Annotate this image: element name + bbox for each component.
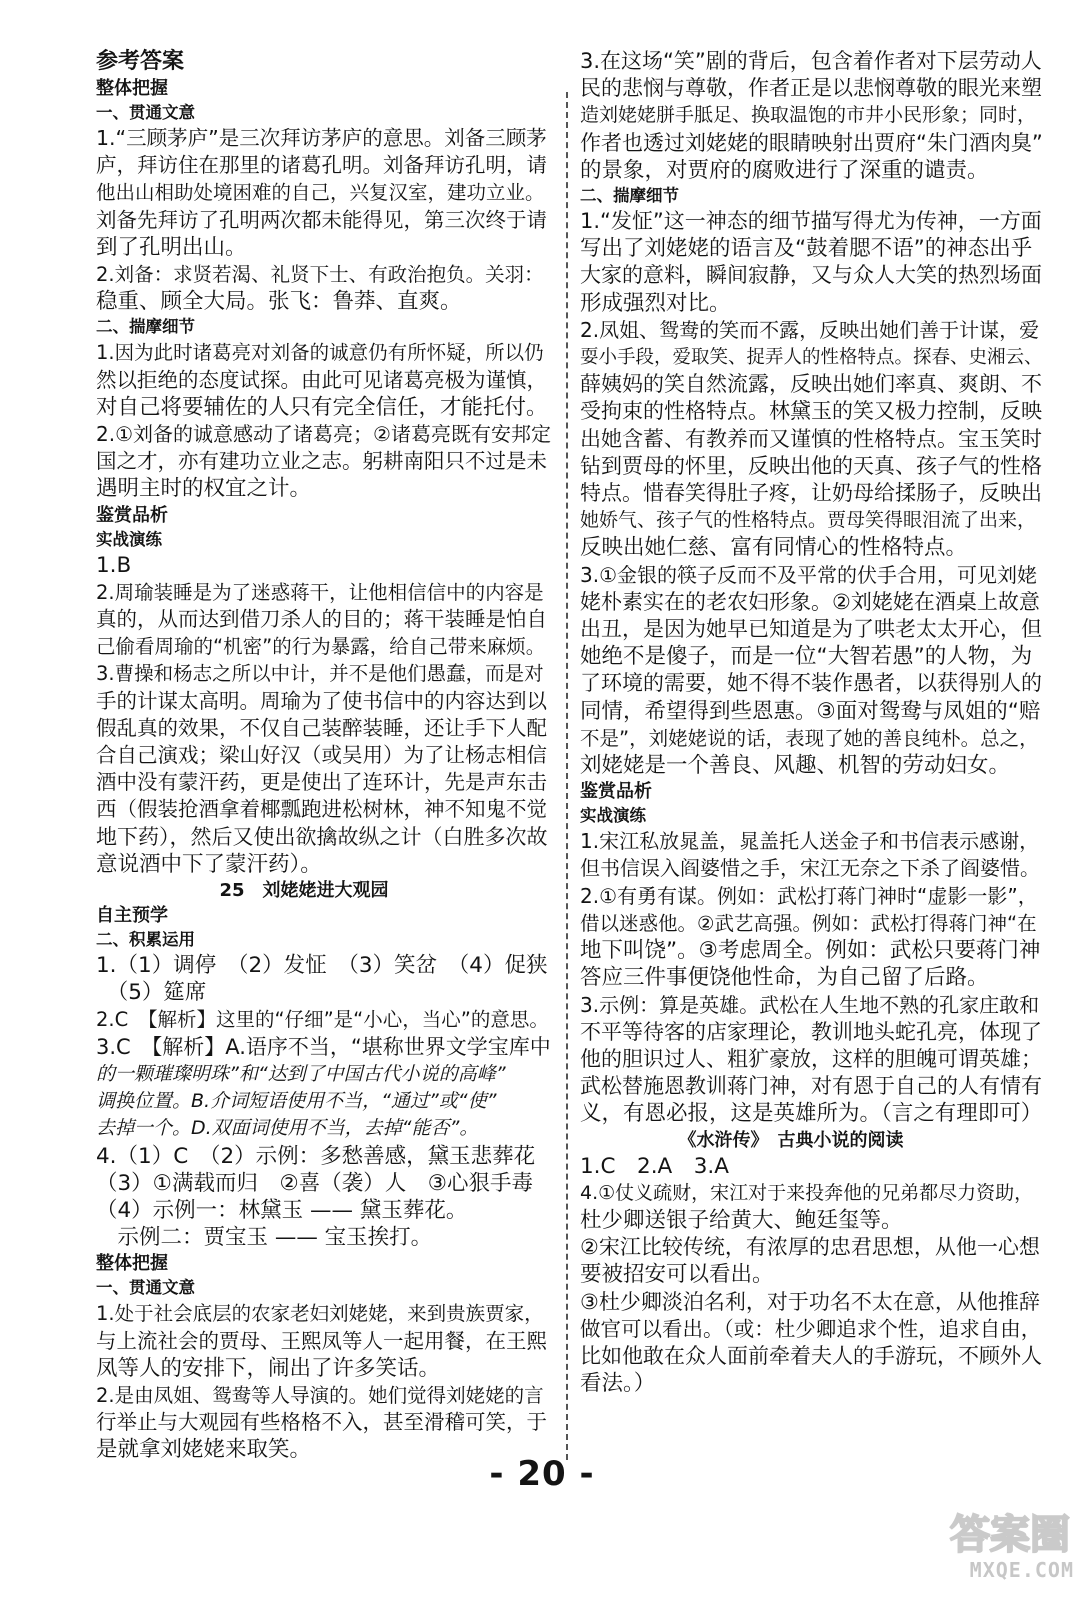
text-line: 3.曹操和杨志之所以中计，并不是他们愚蠢，而是对 [96,662,544,686]
text-line: 4.①仗义疏财，宋江对于来投奔他的兄弟都尽力资助， [580,1181,1034,1204]
text-line: 答应三件事便饶他性命，为自己留了后路。 [580,965,989,991]
text-line: 遇明主时的权宜之计。 [96,476,312,502]
text-line: 耍小手段，爱取笑、捉弄人的性格特点。探春、史湘云、 [580,347,1043,369]
watermark-url: MXQE.COM [969,1558,1074,1582]
text-line: （5）筵席 [96,980,207,1006]
text-line: （4）示例一：林黛玉 —— 黛玉葬花。 [96,1197,468,1223]
text-line: 然以拒绝的态度试探。由此可见诸葛亮极为谨慎， [96,367,547,392]
text-line: 1.C 2.A 3.A [580,1153,729,1179]
text-line: 写出了刘姥姥的语言及“鼓着腮不语”的神态出乎 [580,236,1033,262]
section-heading: 自主预学 [96,905,168,927]
right-column [580,48,1042,1397]
text-line: 3.示例：算是英雄。武松在人生地不熟的孔家庄敢和 [580,992,1040,1017]
text-line: 4.（1）C （2）示例：多愁善感，黛玉悲葬花 [96,1143,536,1169]
text-line: 杜少卿送银子给黄大、鲍廷玺等。 [580,1207,903,1233]
text-line: 酒中没有蒙汗药，更是使出了连环计，先是声东击 [96,770,547,795]
text-line: 借以迷惑他。②武艺高强。例如：武松打得蒋门神“在 [580,911,1037,935]
watermark-logo [884,1508,1074,1588]
section-heading: 整体把握 [96,78,168,99]
text-line: 己偷看周瑜的“机密”的行为暴露，给自己带来麻烦。 [96,635,546,659]
left-column [96,48,552,1464]
text-line: 出丑，是因为她早已知道是为了哄老太太开心，但 [580,617,1042,642]
column-divider [566,92,568,1460]
text-line: 义，有恩必报，这是英雄所为。（言之有理即可） [580,1101,1043,1127]
text-line: 他出山相助处境困难的自己，兴复汉室，建功立业。 [96,181,545,205]
text-line: （3）①满载而归 ②喜（袭）人 ③心狠手毒 [96,1170,534,1196]
text-line: 大家的意料，瞬间寂静，又与众人大笑的热烈场面 [580,263,1042,288]
text-line: 3.①金银的筷子反而不及平常的伏手合用，可见刘姥 [580,562,1038,587]
text-line: 同情，希望得到些恩惠。③面对鸳鸯与凤姐的“赔 [580,698,1041,724]
text-line: 受拘束的性格特点。林黛玉的笑又极力控制，反映 [580,399,1042,424]
text-line: 2.凤姐、鸳鸯的笑而不露，反映出她们善于计谋，爱 [580,317,1040,342]
text-line: 他的胆识过人、粗犷豪放，这样的胆魄可谓英雄； [580,1046,1042,1071]
text-line: 1.宋江私放晁盖，晁盖托人送金子和书信表示感谢， [580,829,1040,854]
text-line: 作者也透过刘姥姥的眼睛映射出贾府“朱门酒肉臭” [580,130,1043,155]
text-line: 了环境的需要，她不得不装作愚者，以获得别人的 [580,671,1042,696]
subsection-heading: 二、揣摩细节 [96,317,195,337]
text-line: 到了孔明出山。 [96,234,247,260]
text-line: ②宋江比较传统，有浓厚的忠君思想，从他一心想 [580,1235,1040,1260]
text-line: 她娇气、孩子气的性格特点。贾母笑得眼泪流了出来， [580,509,1037,532]
page-heading: 参考答案 [96,49,185,74]
text-line: 假乱真的效果，不仅自己装醉装睡，还让手下人配 [96,715,547,740]
text-line: 1.（1）调停 （2）发怔 （3）笑岔 （4）促狭 [96,953,548,979]
text-line: 1.B [96,552,132,578]
text-line: 西（假装抢酒拿着椰瓢跑进松树林，神不知鬼不觉 [96,797,547,822]
text-line: 形成强烈对比。 [580,290,731,316]
text-line: 要被招安可以看出。 [580,1262,774,1288]
text-line: 国之才，亦有建功立业之志。躬耕南阳只不过是未 [96,449,547,474]
watermark-icon [884,1508,1074,1554]
text-line: ③杜少卿淡泊名利，对于功名不太在意，从他推辞 [580,1289,1040,1314]
text-line: 武松替施恩教训蒋门神，对有恩于自己的人有情有 [580,1074,1042,1099]
text-line: 合自己演戏；梁山好汉（或吴用）为了让杨志相信 [96,743,547,768]
text-line: 行举止与大观园有些格格不入，甚至滑稽可笑，于 [96,1410,547,1435]
page-number: - 20 - [489,1454,595,1494]
text-line: 的一颗璀璨明珠”和“达到了中国古代小说的高峰” [96,1062,506,1085]
text-line: 但书信误入阎婆惜之手，宋江无奈之下杀了阎婆惜。 [580,856,1040,881]
text-line: 做官可以看出。（或：杜少卿追求个性，追求自由， [580,1316,1042,1341]
section-heading: 《水浒传》 古典小说的阅读 [678,1129,904,1151]
watermark-text: 答案圈 [950,1512,1070,1554]
text-line: 2.是由凤姐、鸳鸯等人导演的。她们觉得刘姥姥的言 [96,1383,544,1407]
text-line: 稳重、顾全大局。张飞：鲁莽、直爽。 [96,289,462,315]
text-line: 去掉一个。D.双面词使用不当，去掉“能否”。 [96,1117,479,1140]
text-line: 民的悲悯与尊敬，作者正是以悲悯尊敬的眼光来塑 [580,76,1042,101]
section-heading: 鉴赏品析 [96,504,168,526]
subsection-heading: 实战演练 [96,529,162,549]
text-line: 比如他敢在众人面前牵着夫人的手游玩，不顾外人 [580,1343,1042,1368]
text-line: 1.处于社会底层的农家老妇刘姥姥，来到贵族贾家， [96,1302,544,1326]
text-line: 2.周瑜装睡是为了迷惑蒋干，让他相信信中的内容是 [96,580,544,604]
text-line: 薛姨妈的笑自然流露，反映出她们率真、爽朗、不 [580,372,1042,397]
text-line: 出她含蓄、有教养而又谨慎的性格特点。宝玉笑时 [580,426,1042,451]
text-line: 调换位置。B.介词短语使用不当，“通过”或“使” [96,1090,497,1113]
text-line: 1.因为此时诸葛亮对刘备的诚意仍有所怀疑，所以仍 [96,341,544,365]
text-line: 2.刘备：求贤若渴、礼贤下士、有政治抱负。关羽： [96,263,544,287]
text-line: 看法。） [580,1371,656,1397]
text-line: 刘姥姥是一个善良、风趣、机智的劳动妇女。 [580,753,1011,779]
text-line: 是就拿刘姥姥来取笑。 [96,1437,312,1463]
text-line: 对自己将要辅佐的人只有完全信任，才能托付。 [96,394,548,420]
text-line: 2.①刘备的诚意感动了诸葛亮；②诸葛亮既有安邦定 [96,422,551,447]
text-line: 1.“发怔”这一神态的细节描写得尤为传神，一方面 [580,209,1042,234]
text-line: 真的，从而达到借刀杀人的目的；蒋干装睡是怕自 [96,607,547,632]
text-line: 反映出她仁慈、富有同情心的性格特点。 [580,535,968,561]
text-line: 不是”，刘姥姥说的话，表现了她的善良纯朴。总之， [580,726,1039,750]
section-heading: 鉴赏品析 [580,781,652,803]
subsection-heading: 一、贯通文意 [96,103,195,122]
text-line: 不平等待客的店家理论，教训地头蛇孔亮，体现了 [580,1019,1042,1044]
text-line: 特点。惜春笑得肚子疼，让奶母给揉肠子，反映出 [580,481,1042,506]
text-line: 刘备先拜访了孔明两次都未能得见，第三次终于请 [96,207,547,232]
text-line: 凤等人的安排下，闹出了许多笑话。 [96,1355,441,1381]
text-line: 钻到贾母的怀里，反映出他的天真、孩子气的性格 [580,453,1042,478]
text-line: 姥朴素实在的老农妇形象。②刘姥姥在酒桌上故意 [580,589,1040,614]
text-line: 意说酒中下了蒙汗药）。 [96,851,322,877]
text-line: 地下药），然后又使出欲擒故纵之计（白胜多次故 [96,824,548,849]
subsection-heading: 二、积累运用 [96,930,195,950]
text-line: 示例二：贾宝玉 —— 宝玉挨打。 [96,1225,433,1251]
text-line: 手的计谋太高明。周瑜为了使书信中的内容达到以 [96,688,547,713]
text-line: 2.C 【解析】这里的“仔细”是“小心，当心”的意思。 [96,1008,549,1032]
section-heading: 25 刘姥姥进大观园 [219,880,389,902]
text-line: 的景象，对贾府的腐败进行了深重的谴责。 [580,157,989,183]
text-line: 庐，拜访住在那里的诸葛孔明。刘备拜访孔明，请 [96,153,547,178]
text-line: 造刘姥姥胼手胝足、换取温饱的市井小民形象；同时， [580,104,1037,127]
text-line: 她绝不是傻子，而是一位“大智若愚”的人物，为 [580,644,1033,670]
text-line: 3.C 【解析】A.语序不当，“堪称世界文学宝库中 [96,1034,551,1059]
section-heading: 整体把握 [96,1253,168,1275]
text-line: 与上流社会的贾母、王熙凤等人一起用餐，在王熙 [96,1328,547,1353]
text-line: 2.①有勇有谋。例如：武松打蒋门神时“虚影一影”， [580,883,1038,908]
subsection-heading: 实战演练 [580,806,646,826]
text-line: 3.在这场“笑”剧的背后，包含着作者对下层劳动人 [580,49,1042,73]
text-line: 地下叫饶”。③考虑周全。例如：武松只要蒋门神 [580,938,1041,964]
subsection-heading: 一、贯通文意 [96,1278,195,1298]
text-line: 1.“三顾茅庐”是三次拜访茅庐的意思。刘备三顾茅 [96,126,547,150]
subsection-heading: 二、揣摩细节 [580,186,679,206]
